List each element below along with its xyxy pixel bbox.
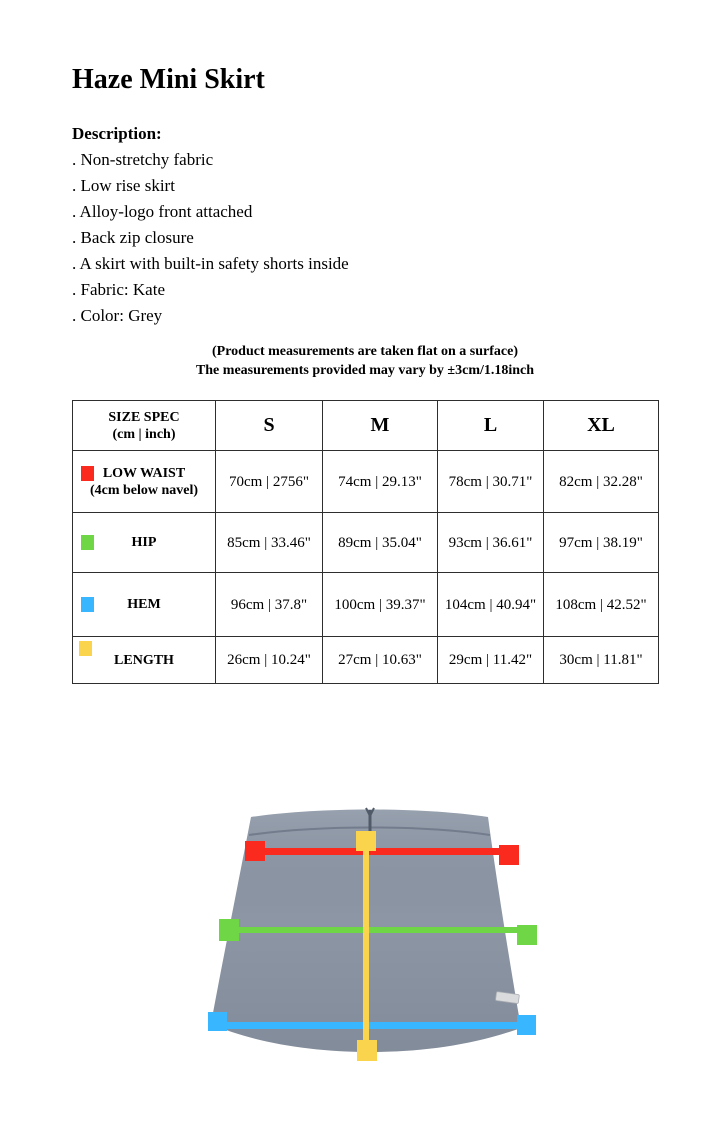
description-item: . Back zip closure bbox=[72, 228, 194, 247]
length-color-swatch bbox=[79, 641, 92, 656]
table-cell: 30cm | 11.81" bbox=[544, 637, 659, 684]
description-heading: Description: bbox=[72, 124, 162, 143]
product-page bbox=[0, 64, 720, 684]
table-cell: 104cm | 40.94" bbox=[438, 573, 544, 637]
table-cell: 100cm | 39.37" bbox=[323, 573, 438, 637]
row-label: LOW WAIST bbox=[102, 465, 186, 481]
table-row-length bbox=[73, 637, 659, 684]
size-column-xl: XL bbox=[544, 401, 659, 451]
size-column-m: M bbox=[323, 401, 438, 451]
measurement-note-line2: The measurements provided may vary by ±3cm/1.18inch bbox=[195, 363, 535, 378]
row-sublabel: (4cm below navel) bbox=[89, 482, 199, 498]
description-section bbox=[72, 121, 658, 329]
product-photo-skirt-back bbox=[0, 784, 720, 1084]
table-cell: 96cm | 37.8" bbox=[216, 573, 323, 637]
description-item: . Non-stretchy fabric bbox=[72, 150, 214, 169]
hip-measure-marker-right bbox=[517, 925, 537, 945]
table-row-hip bbox=[73, 513, 659, 573]
size-spec-header-cell bbox=[73, 401, 216, 451]
table-cell: 108cm | 42.52" bbox=[544, 573, 659, 637]
size-spec-table bbox=[72, 400, 659, 684]
hem-color-swatch bbox=[81, 597, 94, 612]
table-cell: 74cm | 29.13" bbox=[323, 451, 438, 513]
hip-label-cell bbox=[73, 513, 216, 573]
table-cell: 26cm | 10.24" bbox=[216, 637, 323, 684]
table-header-row bbox=[73, 401, 659, 451]
size-spec-title: SIZE SPEC bbox=[108, 409, 180, 425]
length-measure-line bbox=[363, 841, 369, 1042]
row-label: HIP bbox=[131, 535, 157, 550]
table-cell: 85cm | 33.46" bbox=[216, 513, 323, 573]
length-label-cell bbox=[73, 637, 216, 684]
size-spec-subtitle: (cm | inch) bbox=[112, 426, 176, 442]
waist-measure-line bbox=[252, 848, 510, 855]
description-item: . Fabric: Kate bbox=[72, 280, 165, 299]
description-item: . Color: Grey bbox=[72, 306, 163, 325]
page-title: Haze Mini Skirt bbox=[72, 64, 265, 95]
table-cell: 70cm | 2756" bbox=[216, 451, 323, 513]
low-waist-color-swatch bbox=[81, 466, 94, 481]
table-cell: 27cm | 10.63" bbox=[323, 637, 438, 684]
hem-measure-line bbox=[218, 1022, 527, 1029]
hip-measure-line bbox=[230, 927, 527, 933]
row-label: LENGTH bbox=[114, 652, 174, 668]
table-row-hem bbox=[73, 573, 659, 637]
table-cell: 89cm | 35.04" bbox=[323, 513, 438, 573]
table-cell: 97cm | 38.19" bbox=[544, 513, 659, 573]
measurement-note bbox=[72, 342, 658, 380]
hem-measure-marker-left bbox=[208, 1012, 227, 1031]
hip-measure-marker-left bbox=[219, 919, 239, 941]
waist-measure-marker-left bbox=[245, 841, 265, 861]
hem-label-cell bbox=[73, 573, 216, 637]
description-item: . Alloy-logo front attached bbox=[72, 202, 253, 221]
measurement-note-line1: (Product measurements are taken flat on a surface) bbox=[211, 344, 518, 359]
size-column-l: L bbox=[438, 401, 544, 451]
description-item: . A skirt with built-in safety shorts inside bbox=[72, 254, 349, 273]
table-row-low-waist bbox=[73, 451, 659, 513]
description-item: . Low rise skirt bbox=[72, 176, 175, 195]
size-column-s: S bbox=[216, 401, 323, 451]
table-cell: 82cm | 32.28" bbox=[544, 451, 659, 513]
hem-measure-marker-right bbox=[517, 1015, 536, 1035]
low-waist-label-cell bbox=[73, 451, 216, 513]
table-cell: 29cm | 11.42" bbox=[438, 637, 544, 684]
length-measure-marker-top bbox=[356, 831, 376, 851]
hip-color-swatch bbox=[81, 535, 94, 550]
waist-measure-marker-right bbox=[499, 845, 519, 865]
length-measure-marker-bottom bbox=[357, 1040, 377, 1061]
table-cell: 78cm | 30.71" bbox=[438, 451, 544, 513]
row-label: HEM bbox=[127, 597, 161, 612]
table-cell: 93cm | 36.61" bbox=[438, 513, 544, 573]
